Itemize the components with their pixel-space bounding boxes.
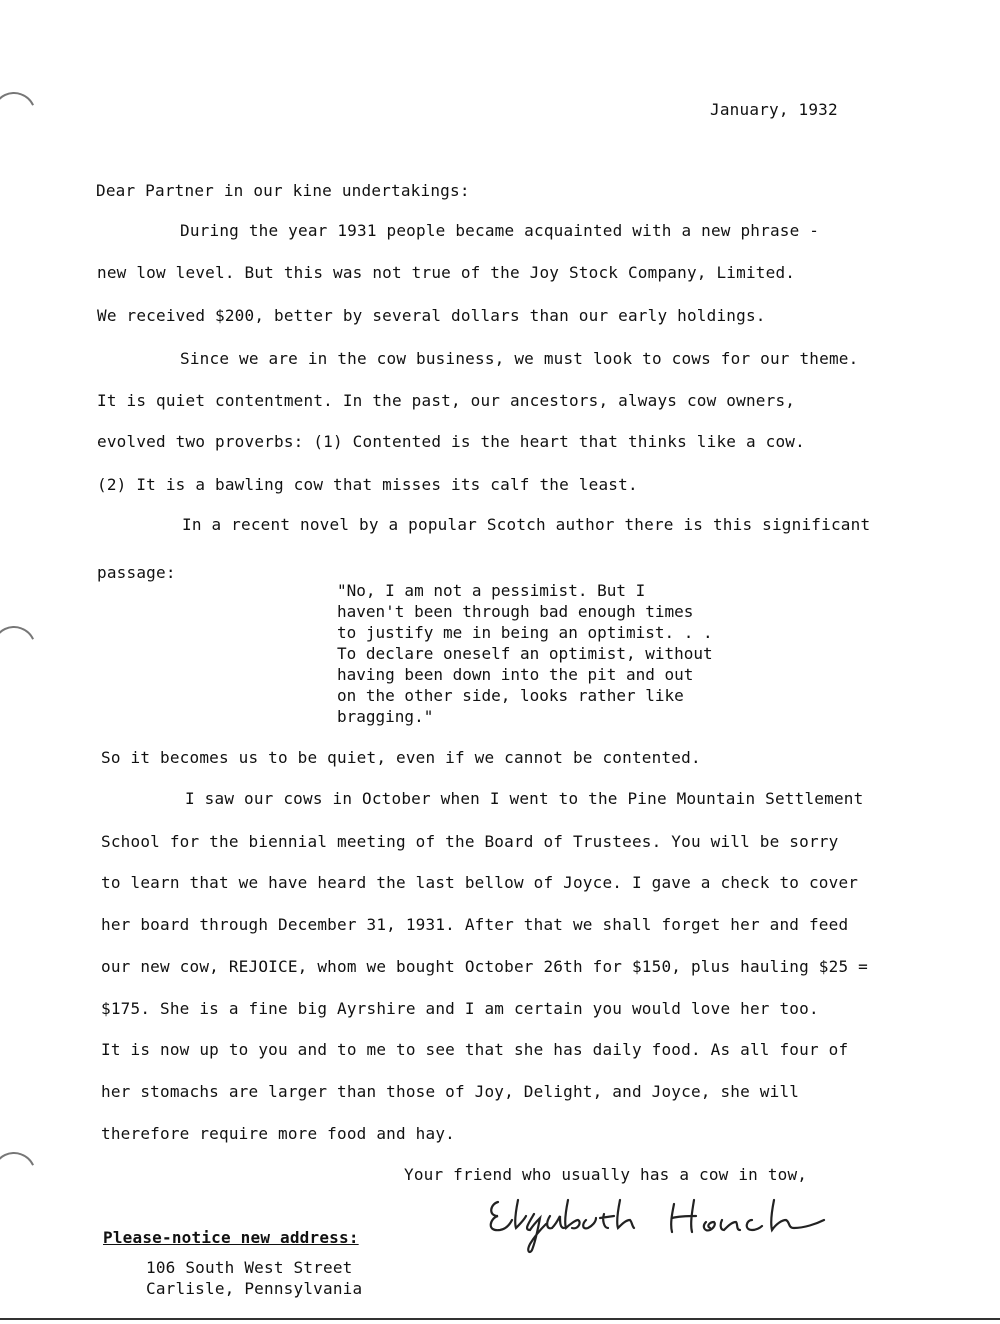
- address-line: Carlisle, Pennsylvania: [146, 1279, 363, 1298]
- paragraph-line: therefore require more food and hay.: [101, 1124, 455, 1143]
- paragraph-line: It is quiet contentment. In the past, our ancestors, always cow owners,: [97, 391, 796, 410]
- punch-hole-bottom: [0, 1146, 42, 1202]
- closing: Your friend who usually has a cow in tow,: [404, 1165, 808, 1184]
- paragraph-line: her stomachs are larger than those of Joy, Delight, and Joyce, she will: [101, 1082, 800, 1101]
- paragraph-line: During the year 1931 people became acquainted with a new phrase -: [180, 221, 820, 240]
- quote-line: To declare oneself an optimist, without: [337, 644, 713, 663]
- signature-text: Elizabeth Hench: [484, 1256, 493, 1257]
- paragraph-line: School for the biennial meeting of the Board of Trustees. You will be sorry: [101, 832, 839, 851]
- signature: [484, 1194, 829, 1258]
- address-line: 106 South West Street: [146, 1258, 353, 1277]
- quote-line: "No, I am not a pessimist. But I: [337, 581, 646, 600]
- address-notice-heading: Please-notice new address:: [103, 1228, 359, 1247]
- quote-line: bragging.": [337, 707, 434, 726]
- quote-line: on the other side, looks rather like: [337, 686, 684, 705]
- page-bottom-edge: [0, 1318, 1000, 1320]
- punch-hole-top: [0, 86, 42, 142]
- paragraph-line: to learn that we have heard the last bellow of Joyce. I gave a check to cover: [101, 873, 859, 892]
- paragraph-line: In a recent novel by a popular Scotch author there is this significant: [182, 515, 871, 534]
- paragraph-line: We received $200, better by several dollars than our early holdings.: [97, 306, 766, 325]
- paragraph-line: passage:: [97, 563, 176, 582]
- paragraph-line: Since we are in the cow business, we must look to cows for our theme.: [180, 349, 859, 368]
- paragraph-line: her board through December 31, 1931. After that we shall forget her and feed: [101, 915, 849, 934]
- paragraph-line: evolved two proverbs: (1) Contented is the heart that thinks like a cow.: [97, 432, 805, 451]
- paragraph-line: our new cow, REJOICE, whom we bought October 26th for $150, plus hauling $25 =: [101, 957, 868, 976]
- paragraph-line: $175. She is a fine big Ayrshire and I am certain you would love her too.: [101, 999, 819, 1018]
- punch-hole-middle: [0, 620, 42, 676]
- quote-line: haven't been through bad enough times: [337, 602, 694, 621]
- quote-line: having been down into the pit and out: [337, 665, 694, 684]
- salutation: Dear Partner in our kine undertakings:: [96, 181, 470, 200]
- paragraph-line: new low level. But this was not true of the Joy Stock Company, Limited.: [97, 263, 796, 282]
- paragraph-line: So it becomes us to be quiet, even if we cannot be contented.: [101, 748, 701, 767]
- letter-date: January, 1932: [710, 100, 838, 119]
- paragraph-line: (2) It is a bawling cow that misses its calf the least.: [97, 475, 638, 494]
- paragraph-line: I saw our cows in October when I went to the Pine Mountain Settlement: [185, 789, 864, 808]
- quote-line: to justify me in being an optimist. . .: [337, 623, 713, 642]
- block-quote: [337, 580, 713, 727]
- paragraph-line: It is now up to you and to me to see that she has daily food. As all four of: [101, 1040, 849, 1059]
